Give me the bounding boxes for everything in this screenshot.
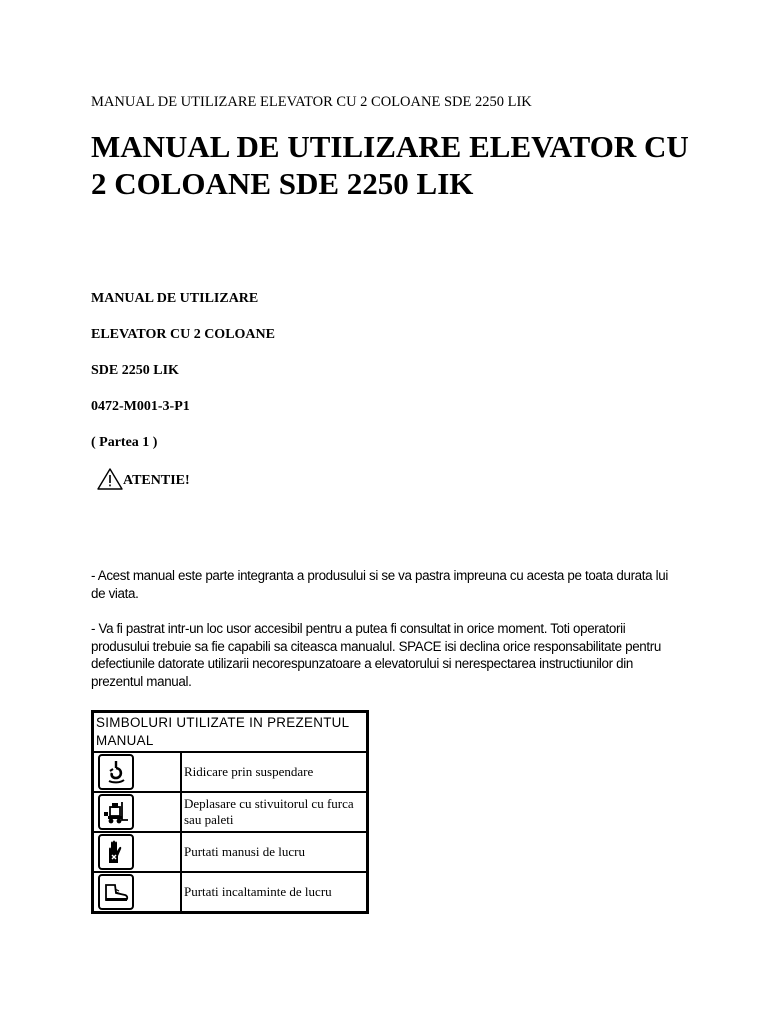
- symbol-label: Ridicare prin suspendare: [181, 752, 367, 792]
- table-row: [93, 832, 367, 872]
- symbol-label: Purtati incaltaminte de lucru: [181, 872, 367, 912]
- cover-line-model: SDE 2250 LIK: [91, 363, 179, 378]
- table-row: [93, 792, 367, 832]
- table-header-row: [93, 712, 367, 752]
- table-row: [93, 752, 367, 792]
- warning-triangle-icon: [97, 468, 123, 490]
- paragraph-accessible: - Va fi pastrat intr-un loc usor accesibil pentru a putea fi consultat in orice moment. Toti operatorii produsului trebuie sa fie capabili sa citeasca manualul. SPACE isi declina orice responsabilitate pentru defectiunile datorate utilizarii necorespunzatoare a elevatorului si nerespectarea instructiunilor din prezentul manual.: [91, 621, 661, 689]
- paragraph-integral: - Acest manual este parte integranta a produsului si se va pastra impreuna cu acesta pe toata durata lui de viata.: [91, 568, 668, 601]
- forklift-icon: [98, 794, 134, 830]
- table-row: [93, 872, 367, 912]
- cover-line-part: ( Partea 1 ): [91, 435, 158, 450]
- work-boots-icon: [98, 874, 134, 910]
- running-header: MANUAL DE UTILIZARE ELEVATOR CU 2 COLOANE SDE 2250 LIK: [91, 94, 532, 110]
- document-title: MANUAL DE UTILIZARE ELEVATOR CU 2 COLOANE SDE 2250 LIK: [91, 129, 689, 201]
- cover-line-code: 0472-M001-3-P1: [91, 399, 190, 414]
- symbol-label: Deplasare cu stivuitorul cu furca sau paleti: [181, 792, 367, 832]
- cover-line-elevator: ELEVATOR CU 2 COLOANE: [91, 327, 275, 342]
- crane-hook-icon: [98, 754, 134, 790]
- warning-notice: [97, 468, 190, 490]
- symbols-table: [91, 710, 369, 914]
- work-gloves-icon: [98, 834, 134, 870]
- cover-line-manual: MANUAL DE UTILIZARE: [91, 291, 259, 306]
- symbol-label: Purtati manusi de lucru: [181, 832, 367, 872]
- warning-label: ATENTIE!: [123, 473, 190, 488]
- table-header: SIMBOLURI UTILIZATE IN PREZENTUL MANUAL: [93, 712, 367, 752]
